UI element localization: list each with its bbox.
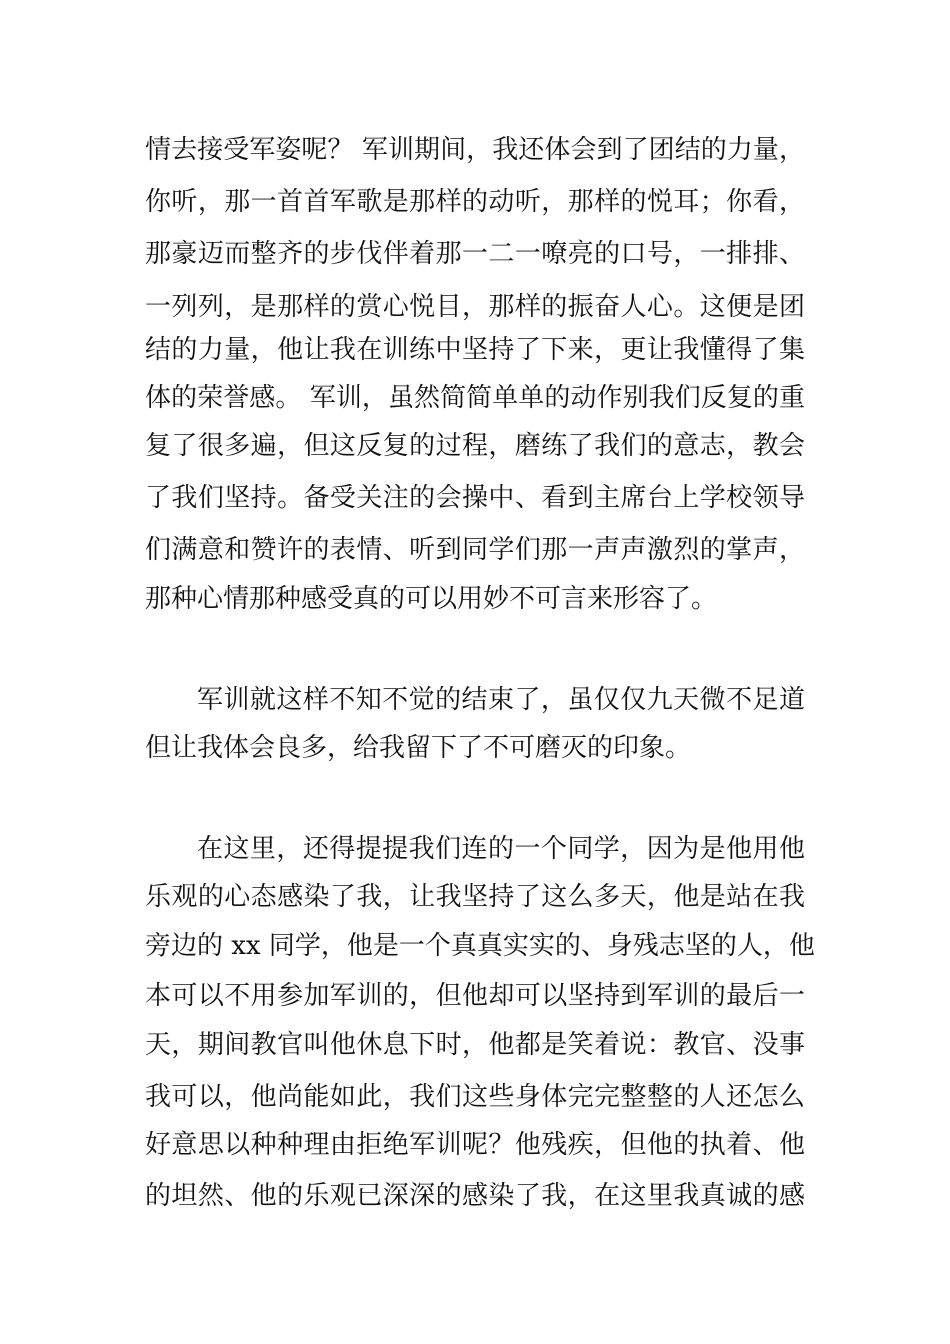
paragraph-1-line-4: 一列列，是那样的赏心悦目，那样的振奋人心。这便是团	[145, 292, 805, 322]
paragraph-3-line-7: 好意思以种种理由拒绝军训呢？他残疾，但他的执着、他	[145, 1130, 805, 1160]
paragraph-3-line-1: 在这里，还得提提我们连的一个同学，因为是他用他	[197, 834, 805, 864]
paragraph-1-line-10: 那种心情那种感受真的可以用妙不可言来形容了。	[145, 584, 718, 614]
paragraph-3-line-2: 乐观的心态感染了我，让我坚持了这么多天，他是站在我	[145, 882, 805, 912]
paragraph-1-line-9: 们满意和赞许的表情、听到同学们那一声声激烈的掌声，	[145, 535, 805, 565]
paragraph-3-line-5: 天，期间教官叫他休息下时，他都是笑着说：教官、没事	[145, 1030, 805, 1060]
paragraph-1-line-7: 复了很多遍，但这反复的过程，磨练了我们的意志，教会	[145, 431, 805, 461]
paragraph-1-line-1: 情去接受军姿呢？ 军训期间，我还体会到了团结的力量，	[145, 135, 805, 165]
paragraph-3-line-3: 旁边的 xx 同学，他是一个真真实实的、身残志坚的人，他	[145, 931, 815, 961]
paragraph-2-line-1: 军训就这样不知不觉的结束了，虽仅仅九天微不足道	[197, 685, 805, 715]
paragraph-1-line-5: 结的力量，他让我在训练中坚持了下来，更让我懂得了集	[145, 335, 805, 365]
paragraph-3-line-4: 本可以不用参加军训的，但他却可以坚持到军训的最后一	[145, 981, 805, 1011]
paragraph-1-line-2: 你听，那一首首军歌是那样的动听，那样的悦耳；你看，	[145, 187, 805, 217]
paragraph-2-line-2: 但让我体会良多，给我留下了不可磨灭的印象。	[145, 733, 692, 763]
paragraph-3-line-8: 的坦然、他的乐观已深深的感染了我，在这里我真诚的感	[145, 1181, 805, 1211]
paragraph-1-line-3: 那豪迈而整齐的步伐伴着那一二一嘹亮的口号，一排排、	[145, 239, 805, 269]
paragraph-1-line-8: 了我们坚持。备受关注的会操中、看到主席台上学校领导	[145, 483, 805, 513]
paragraph-3-line-6: 我可以，他尚能如此，我们这些身体完完整整的人还怎么	[145, 1082, 805, 1112]
paragraph-1-line-6: 体的荣誉感。 军训，虽然简简单单的动作别我们反复的重	[145, 383, 805, 413]
